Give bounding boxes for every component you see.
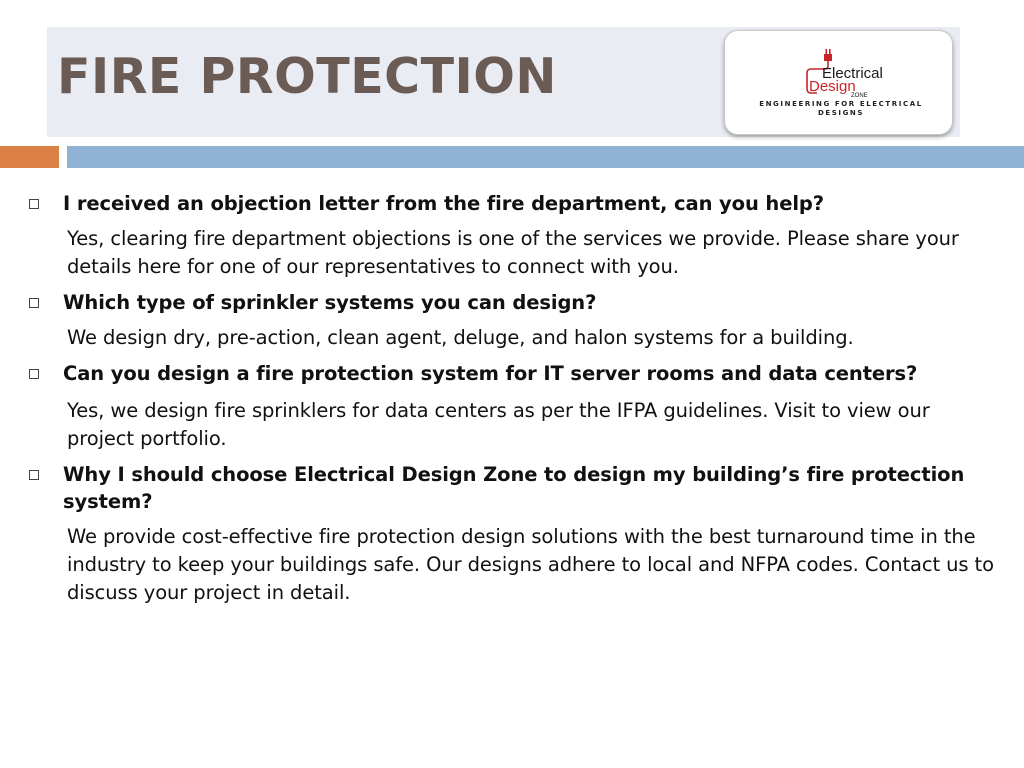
- company-logo: [724, 30, 953, 135]
- faq-item: [24, 190, 994, 281]
- logo-word-design: Design: [809, 78, 856, 95]
- logo-tagline-line2: DESIGNS: [817, 109, 865, 117]
- square-bullet-icon: [29, 470, 39, 480]
- faq-answer: Yes, we design fire sprinklers for data centers as per the IFPA guidelines. Visit to view our project portfolio.: [67, 399, 930, 450]
- faq-question: [24, 461, 994, 515]
- logo-word-electrical: Electrical: [822, 65, 883, 82]
- accent-bar-blue: [67, 146, 1024, 168]
- faq-item: [24, 461, 994, 607]
- faq-question-text: Which type of sprinkler systems you can design?: [63, 291, 597, 314]
- square-bullet-icon: [29, 298, 39, 308]
- faq-question: [24, 190, 994, 217]
- accent-bar-orange: [0, 146, 59, 168]
- faq-answer: Yes, clearing fire department objections is one of the services we provide. Please share your details here for one of our representatives to connect with you.: [67, 227, 959, 278]
- square-bullet-icon: [29, 369, 39, 379]
- faq-question: [24, 289, 994, 316]
- logo-word-zone: ZONE: [851, 93, 868, 99]
- faq-answer: We provide cost-effective fire protection design solutions with the best turnaround time in the industry to keep your buildings safe. Our designs adhere to local and NFPA codes. Contact us to discuss your project in detail.: [67, 525, 994, 604]
- logo-wordmark: [797, 47, 897, 107]
- faq-item: [24, 289, 994, 352]
- faq-question: [24, 360, 994, 387]
- faq-question-text: Can you design a fire protection system for IT server rooms and data centers?: [63, 362, 918, 385]
- faq-list: [24, 190, 994, 607]
- square-bullet-icon: [29, 199, 39, 209]
- page-title: FIRE PROTECTION: [57, 48, 557, 105]
- logo-tagline: [741, 100, 941, 118]
- faq-answer: We design dry, pre-action, clean agent, deluge, and halon systems for a building.: [67, 326, 854, 349]
- faq-question-text: Why I should choose Electrical Design Zone to design my building’s fire protection system?: [63, 463, 965, 513]
- faq-item: [24, 360, 994, 453]
- logo-tagline-line1: ENGINEERING FOR ELECTRICAL: [759, 100, 923, 108]
- faq-question-text: I received an objection letter from the fire department, can you help?: [63, 192, 824, 215]
